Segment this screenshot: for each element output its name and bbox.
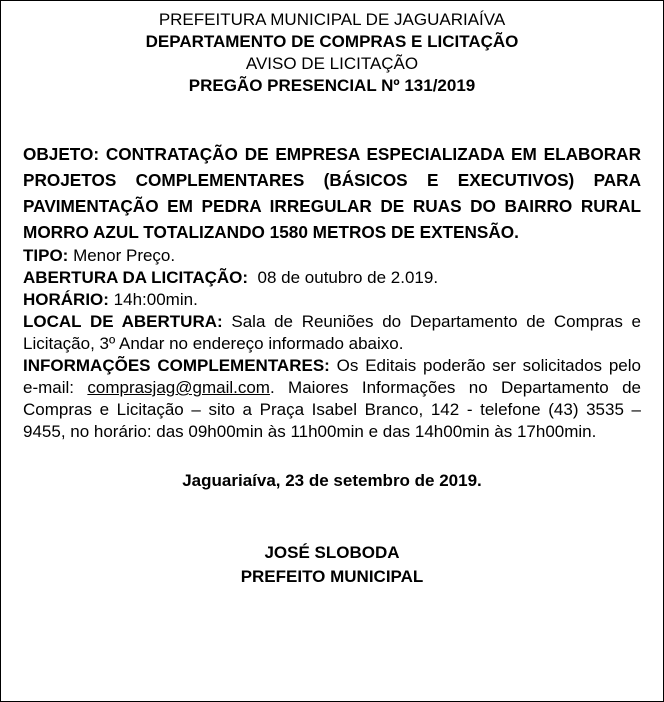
info-label: INFORMAÇÕES COMPLEMENTARES: [23,356,330,375]
notice-date: Jaguariaíva, 23 de setembro de 2019. [182,471,482,490]
objeto-text: OBJETO: CONTRATAÇÃO DE EMPRESA ESPECIALIZADA EM ELABORAR PROJETOS COMPLEMENTARES (BÁSICOS E EXECUTIVOS) PARA PAVIMENTAÇÃO EM PEDRA IRREGULAR DE RUAS DO BAIRRO RURAL MORRO AZUL TOTALIZANDO 1580 METROS DE EXTENSÃO. [23,144,641,242]
horario-label: HORÁRIO: [23,290,109,309]
local-label: LOCAL DE ABERTURA: [23,312,223,331]
notice-body [23,141,641,589]
signatory-name: JOSÉ SLOBODA [264,543,400,562]
notice-type: AVISO DE LICITAÇÃO [245,54,419,73]
abertura-label: ABERTURA DA LICITAÇÃO: [23,268,249,287]
horario-value: 14h:00min. [108,290,198,309]
notice-header [23,9,641,97]
horario-row [23,289,641,311]
info-text-2: . Maiores Informações no Departamento de Compras e Licitação – sito a Praça Isabel Branco, 142 - telefone (43) 3535 – 9455, no horário: das 09h00min às 11h00min e das 14h00min às 17h00min. [23,378,642,441]
tipo-label: TIPO: [23,246,69,265]
local-value: Sala de Reuniões do Departamento de Compras e Licitação, 3º Andar no endereço informado abaixo. [23,312,641,353]
abertura-value: 08 de outubro de 2.019. [248,268,439,287]
department-name: DEPARTAMENTO DE COMPRAS E LICITAÇÃO [145,32,519,51]
local-row [23,311,641,355]
info-text-1: Os Editais poderão ser solicitados pelo e-mail: [23,356,641,397]
signatory-title: PREFEITO MUNICIPAL [240,567,424,586]
email-link[interactable]: comprasjag@gmail.com [87,378,270,397]
tipo-value: Menor Preço. [68,246,176,265]
abertura-row [23,267,641,289]
tipo-row [23,245,641,267]
signature-block [23,541,641,589]
municipality-name: PREFEITURA MUNICIPAL DE JAGUARIAÍVA [158,10,506,29]
notice-number: PREGÃO PRESENCIAL Nº 131/2019 [188,76,476,95]
info-row [23,355,641,443]
